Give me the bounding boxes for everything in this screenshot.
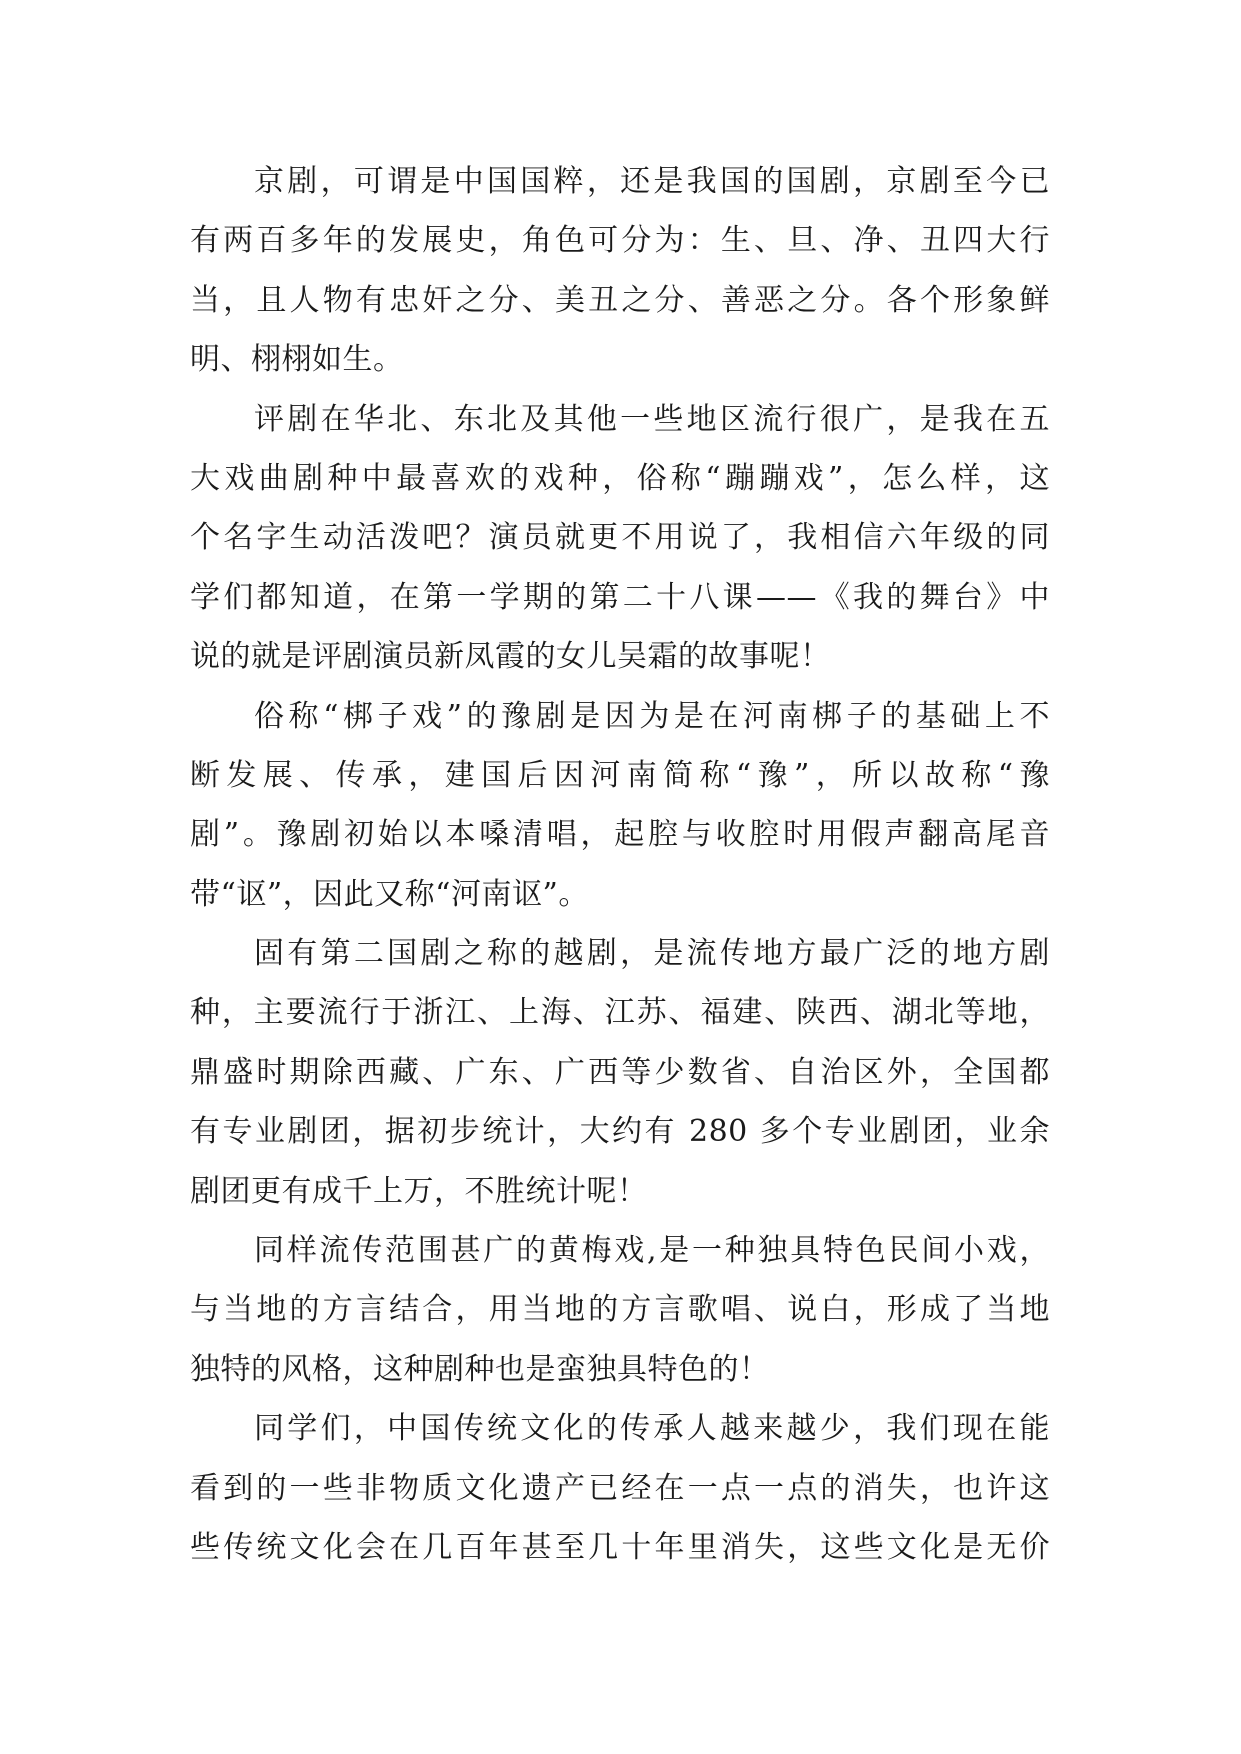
text-line: 独特的风格，这种剧种也是蛮独具特色的！ [190,1351,770,1387]
document-body [190,152,1050,1577]
text-line: 种，主要流行于浙江、上海、江苏、福建、陕西、湖北等地， [190,995,1050,1031]
text-line: 同样流传范围甚广的黄梅戏,是一种独具特色民间小戏， [254,1233,1050,1269]
text-line: 鼎盛时期除西藏、广东、广西等少数省、自治区外，全国都 [190,1054,1050,1090]
text-line: 剧团更有成千上万，不胜统计呢！ [190,1173,648,1209]
text-line: 说的就是评剧演员新凤霞的女儿吴霜的故事呢！ [190,639,831,675]
text-line: 大戏曲剧种中最喜欢的戏种，俗称“蹦蹦戏”，怎么样，这 [190,460,1050,496]
paragraph-yueju [190,924,1050,1221]
text-line: 断发展、传承，建国后因河南简称“豫”，所以故称“豫 [190,757,1050,793]
text-line: 俗称“梆子戏”的豫剧是因为是在河南梆子的基础上不 [254,698,1050,734]
paragraph-yuju [190,687,1050,925]
text-line: 与当地的方言结合，用当地的方言歌唱、说白，形成了当地 [190,1292,1050,1328]
text-line: 有专业剧团，据初步统计，大约有 280 多个专业剧团，业余 [190,1114,1050,1150]
text-line: 看到的一些非物质文化遗产已经在一点一点的消失，也许这 [190,1470,1050,1506]
text-line: 明、栩栩如生。 [190,342,404,378]
paragraph-conclusion [190,1399,1050,1577]
text-line: 评剧在华北、东北及其他一些地区流行很广，是我在五 [254,401,1050,437]
text-line: 些传统文化会在几百年甚至几十年里消失，这些文化是无价 [190,1529,1050,1565]
text-line: 带“讴”，因此又称“河南讴”。 [190,876,589,912]
text-line: 学们都知道，在第一学期的第二十八课——《我的舞台》中 [190,579,1050,615]
paragraph-pingju [190,390,1050,687]
text-line: 京剧，可谓是中国国粹，还是我国的国剧，京剧至今已 [254,164,1050,199]
text-line: 当，且人物有忠奸之分、美丑之分、善恶之分。各个形象鲜 [190,282,1050,318]
text-line: 固有第二国剧之称的越剧，是流传地方最广泛的地方剧 [254,936,1050,972]
text-line: 有两百多年的发展史，角色可分为：生、旦、净、丑四大行 [190,223,1050,259]
text-line: 剧”。豫剧初始以本嗓清唱，起腔与收腔时用假声翻高尾音 [190,817,1050,853]
text-line: 个名字生动活泼吧？演员就更不用说了，我相信六年级的同 [190,520,1050,556]
paragraph-huangmeixi [190,1221,1050,1399]
text-line: 同学们，中国传统文化的传承人越来越少，我们现在能 [254,1411,1050,1447]
paragraph-jingju [190,152,1050,390]
